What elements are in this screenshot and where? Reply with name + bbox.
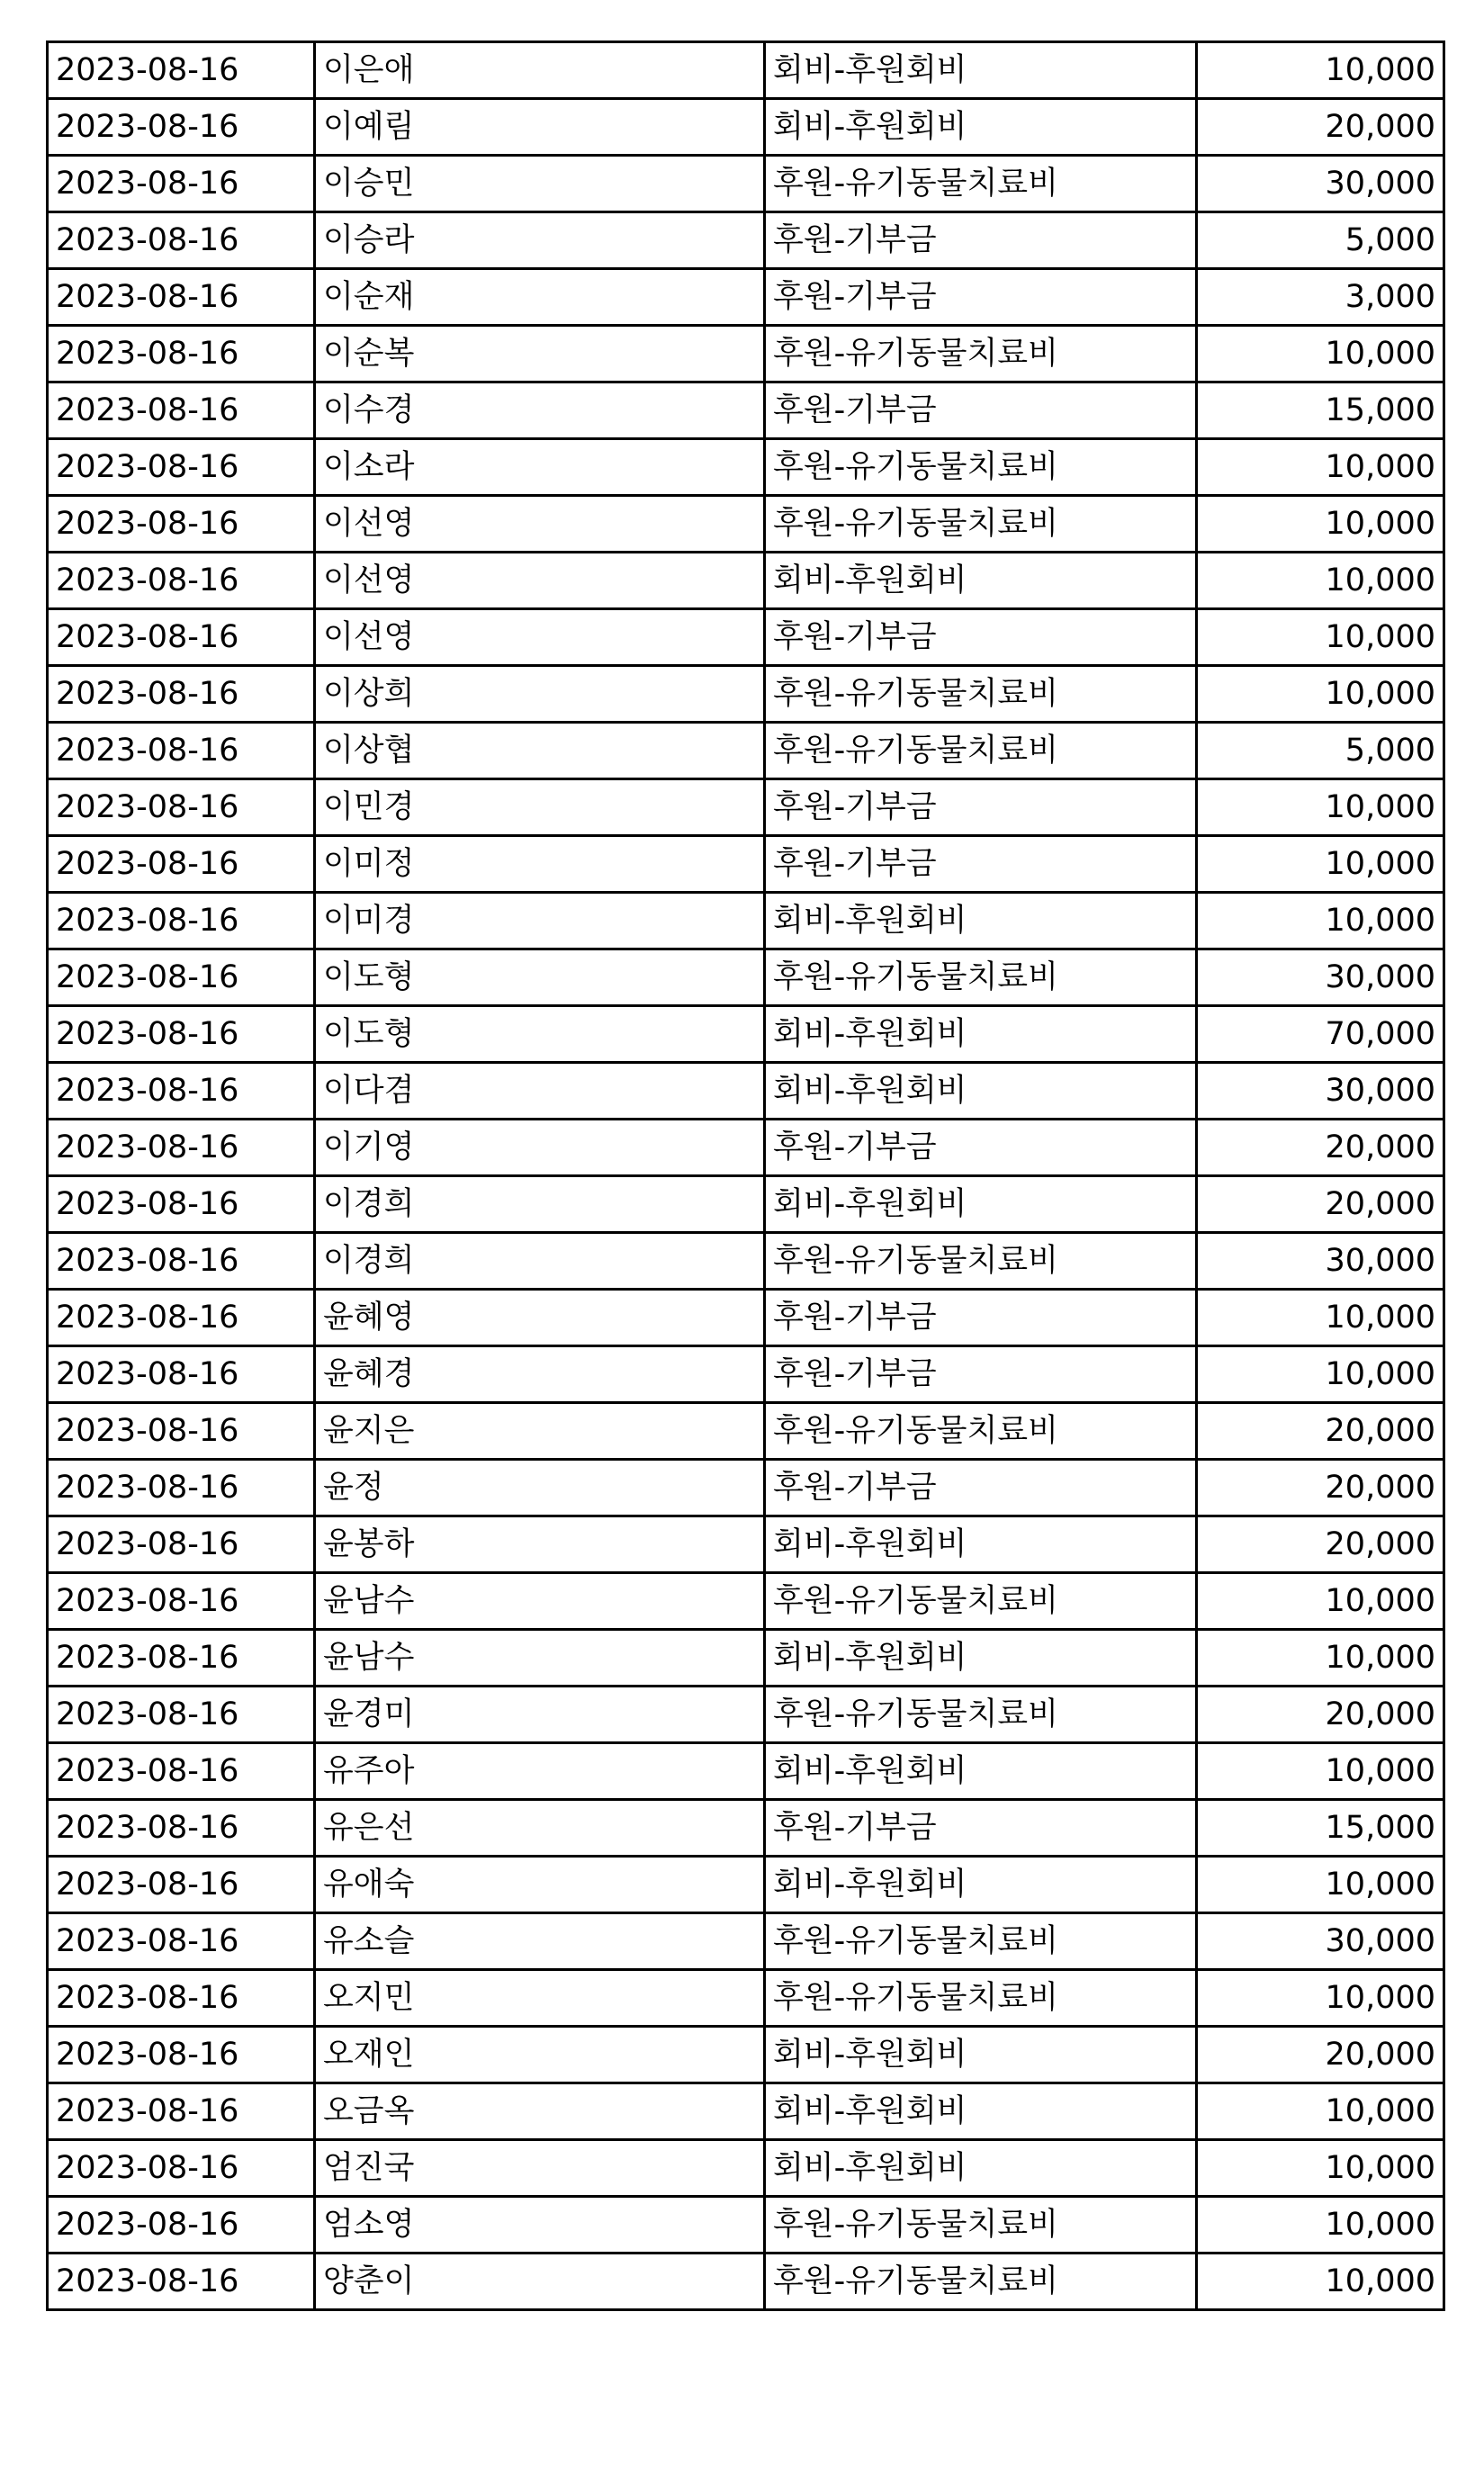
category-cell: 후원-유기동물치료비 bbox=[765, 723, 1197, 779]
table-row bbox=[48, 42, 1444, 99]
amount-cell: 10,000 bbox=[1197, 1857, 1444, 1913]
date-cell: 2023-08-16 bbox=[48, 1120, 315, 1176]
date-cell: 2023-08-16 bbox=[48, 2083, 315, 2140]
amount-cell: 5,000 bbox=[1197, 212, 1444, 269]
date-cell: 2023-08-16 bbox=[48, 2027, 315, 2083]
table-row bbox=[48, 2197, 1444, 2254]
amount-cell: 20,000 bbox=[1197, 99, 1444, 156]
table-row bbox=[48, 723, 1444, 779]
category-cell: 후원-유기동물치료비 bbox=[765, 1970, 1197, 2027]
amount-cell: 10,000 bbox=[1197, 496, 1444, 553]
name-cell: 이도형 bbox=[315, 949, 765, 1006]
category-cell: 후원-유기동물치료비 bbox=[765, 496, 1197, 553]
amount-cell: 20,000 bbox=[1197, 1120, 1444, 1176]
category-cell: 후원-유기동물치료비 bbox=[765, 666, 1197, 723]
category-cell: 회비-후원회비 bbox=[765, 893, 1197, 949]
table-row bbox=[48, 1516, 1444, 1573]
date-cell: 2023-08-16 bbox=[48, 42, 315, 99]
amount-cell: 20,000 bbox=[1197, 1516, 1444, 1573]
name-cell: 이순복 bbox=[315, 326, 765, 382]
date-cell: 2023-08-16 bbox=[48, 1403, 315, 1460]
date-cell: 2023-08-16 bbox=[48, 1346, 315, 1403]
name-cell: 이상희 bbox=[315, 666, 765, 723]
amount-cell: 10,000 bbox=[1197, 439, 1444, 496]
name-cell: 오금옥 bbox=[315, 2083, 765, 2140]
name-cell: 이경희 bbox=[315, 1233, 765, 1290]
amount-cell: 10,000 bbox=[1197, 2083, 1444, 2140]
category-cell: 후원-기부금 bbox=[765, 836, 1197, 893]
date-cell: 2023-08-16 bbox=[48, 949, 315, 1006]
table-row bbox=[48, 1460, 1444, 1516]
table-row bbox=[48, 1290, 1444, 1346]
name-cell: 엄진국 bbox=[315, 2140, 765, 2197]
name-cell: 엄소영 bbox=[315, 2197, 765, 2254]
category-cell: 회비-후원회비 bbox=[765, 1630, 1197, 1687]
amount-cell: 10,000 bbox=[1197, 42, 1444, 99]
name-cell: 이소라 bbox=[315, 439, 765, 496]
table-row bbox=[48, 269, 1444, 326]
amount-cell: 5,000 bbox=[1197, 723, 1444, 779]
amount-cell: 15,000 bbox=[1197, 1800, 1444, 1857]
amount-cell: 20,000 bbox=[1197, 1176, 1444, 1233]
amount-cell: 20,000 bbox=[1197, 2027, 1444, 2083]
table-row bbox=[48, 1913, 1444, 1970]
name-cell: 윤봉하 bbox=[315, 1516, 765, 1573]
category-cell: 후원-기부금 bbox=[765, 382, 1197, 439]
amount-cell: 30,000 bbox=[1197, 1063, 1444, 1120]
name-cell: 이예림 bbox=[315, 99, 765, 156]
date-cell: 2023-08-16 bbox=[48, 666, 315, 723]
name-cell: 윤남수 bbox=[315, 1573, 765, 1630]
amount-cell: 10,000 bbox=[1197, 609, 1444, 666]
category-cell: 후원-기부금 bbox=[765, 609, 1197, 666]
amount-cell: 10,000 bbox=[1197, 1630, 1444, 1687]
name-cell: 이수경 bbox=[315, 382, 765, 439]
category-cell: 후원-기부금 bbox=[765, 779, 1197, 836]
date-cell: 2023-08-16 bbox=[48, 1006, 315, 1063]
category-cell: 회비-후원회비 bbox=[765, 99, 1197, 156]
amount-cell: 70,000 bbox=[1197, 1006, 1444, 1063]
amount-cell: 20,000 bbox=[1197, 1460, 1444, 1516]
name-cell: 이다겸 bbox=[315, 1063, 765, 1120]
name-cell: 유은선 bbox=[315, 1800, 765, 1857]
name-cell: 양춘이 bbox=[315, 2254, 765, 2310]
amount-cell: 10,000 bbox=[1197, 666, 1444, 723]
amount-cell: 10,000 bbox=[1197, 893, 1444, 949]
table-row bbox=[48, 99, 1444, 156]
name-cell: 윤혜경 bbox=[315, 1346, 765, 1403]
name-cell: 유주아 bbox=[315, 1743, 765, 1800]
amount-cell: 3,000 bbox=[1197, 269, 1444, 326]
amount-cell: 10,000 bbox=[1197, 1970, 1444, 2027]
date-cell: 2023-08-16 bbox=[48, 723, 315, 779]
table-row bbox=[48, 666, 1444, 723]
date-cell: 2023-08-16 bbox=[48, 156, 315, 212]
category-cell: 회비-후원회비 bbox=[765, 1743, 1197, 1800]
date-cell: 2023-08-16 bbox=[48, 1573, 315, 1630]
date-cell: 2023-08-16 bbox=[48, 439, 315, 496]
category-cell: 회비-후원회비 bbox=[765, 1006, 1197, 1063]
date-cell: 2023-08-16 bbox=[48, 836, 315, 893]
table-row bbox=[48, 382, 1444, 439]
amount-cell: 10,000 bbox=[1197, 1573, 1444, 1630]
category-cell: 후원-유기동물치료비 bbox=[765, 1913, 1197, 1970]
category-cell: 회비-후원회비 bbox=[765, 1857, 1197, 1913]
category-cell: 후원-기부금 bbox=[765, 1800, 1197, 1857]
table-row bbox=[48, 1687, 1444, 1743]
date-cell: 2023-08-16 bbox=[48, 1063, 315, 1120]
name-cell: 이미정 bbox=[315, 836, 765, 893]
name-cell: 이미경 bbox=[315, 893, 765, 949]
date-cell: 2023-08-16 bbox=[48, 1460, 315, 1516]
amount-cell: 10,000 bbox=[1197, 1290, 1444, 1346]
amount-cell: 10,000 bbox=[1197, 1743, 1444, 1800]
name-cell: 이선영 bbox=[315, 496, 765, 553]
category-cell: 회비-후원회비 bbox=[765, 2027, 1197, 2083]
name-cell: 이은애 bbox=[315, 42, 765, 99]
category-cell: 후원-기부금 bbox=[765, 1120, 1197, 1176]
table-row bbox=[48, 609, 1444, 666]
name-cell: 이민경 bbox=[315, 779, 765, 836]
category-cell: 후원-유기동물치료비 bbox=[765, 1233, 1197, 1290]
category-cell: 회비-후원회비 bbox=[765, 1516, 1197, 1573]
amount-cell: 10,000 bbox=[1197, 2140, 1444, 2197]
date-cell: 2023-08-16 bbox=[48, 2197, 315, 2254]
name-cell: 윤경미 bbox=[315, 1687, 765, 1743]
name-cell: 이승라 bbox=[315, 212, 765, 269]
table-row bbox=[48, 2027, 1444, 2083]
date-cell: 2023-08-16 bbox=[48, 1913, 315, 1970]
table-row bbox=[48, 1063, 1444, 1120]
category-cell: 후원-기부금 bbox=[765, 1460, 1197, 1516]
table-row bbox=[48, 2140, 1444, 2197]
name-cell: 유소슬 bbox=[315, 1913, 765, 1970]
amount-cell: 10,000 bbox=[1197, 2254, 1444, 2310]
date-cell: 2023-08-16 bbox=[48, 1687, 315, 1743]
date-cell: 2023-08-16 bbox=[48, 893, 315, 949]
category-cell: 회비-후원회비 bbox=[765, 553, 1197, 609]
name-cell: 윤혜영 bbox=[315, 1290, 765, 1346]
table-row bbox=[48, 156, 1444, 212]
table-row bbox=[48, 1346, 1444, 1403]
category-cell: 회비-후원회비 bbox=[765, 2083, 1197, 2140]
date-cell: 2023-08-16 bbox=[48, 1743, 315, 1800]
name-cell: 이선영 bbox=[315, 609, 765, 666]
category-cell: 후원-유기동물치료비 bbox=[765, 326, 1197, 382]
table-row bbox=[48, 326, 1444, 382]
category-cell: 회비-후원회비 bbox=[765, 42, 1197, 99]
table-row bbox=[48, 893, 1444, 949]
category-cell: 후원-유기동물치료비 bbox=[765, 949, 1197, 1006]
amount-cell: 10,000 bbox=[1197, 779, 1444, 836]
date-cell: 2023-08-16 bbox=[48, 609, 315, 666]
amount-cell: 10,000 bbox=[1197, 2197, 1444, 2254]
name-cell: 이기영 bbox=[315, 1120, 765, 1176]
date-cell: 2023-08-16 bbox=[48, 382, 315, 439]
table-row bbox=[48, 1176, 1444, 1233]
date-cell: 2023-08-16 bbox=[48, 212, 315, 269]
amount-cell: 30,000 bbox=[1197, 1913, 1444, 1970]
table-row bbox=[48, 1970, 1444, 2027]
table-row bbox=[48, 1120, 1444, 1176]
table-row bbox=[48, 949, 1444, 1006]
date-cell: 2023-08-16 bbox=[48, 1176, 315, 1233]
amount-cell: 30,000 bbox=[1197, 1233, 1444, 1290]
date-cell: 2023-08-16 bbox=[48, 326, 315, 382]
date-cell: 2023-08-16 bbox=[48, 1630, 315, 1687]
date-cell: 2023-08-16 bbox=[48, 1970, 315, 2027]
category-cell: 후원-유기동물치료비 bbox=[765, 1403, 1197, 1460]
name-cell: 이선영 bbox=[315, 553, 765, 609]
name-cell: 윤남수 bbox=[315, 1630, 765, 1687]
name-cell: 이순재 bbox=[315, 269, 765, 326]
table-row bbox=[48, 1630, 1444, 1687]
date-cell: 2023-08-16 bbox=[48, 1516, 315, 1573]
name-cell: 이경희 bbox=[315, 1176, 765, 1233]
table-row bbox=[48, 2254, 1444, 2310]
amount-cell: 30,000 bbox=[1197, 949, 1444, 1006]
date-cell: 2023-08-16 bbox=[48, 1233, 315, 1290]
table-row bbox=[48, 1800, 1444, 1857]
category-cell: 후원-유기동물치료비 bbox=[765, 1573, 1197, 1630]
date-cell: 2023-08-16 bbox=[48, 779, 315, 836]
category-cell: 회비-후원회비 bbox=[765, 1176, 1197, 1233]
name-cell: 오지민 bbox=[315, 1970, 765, 2027]
date-cell: 2023-08-16 bbox=[48, 99, 315, 156]
table-row bbox=[48, 1857, 1444, 1913]
category-cell: 후원-기부금 bbox=[765, 212, 1197, 269]
amount-cell: 20,000 bbox=[1197, 1687, 1444, 1743]
date-cell: 2023-08-16 bbox=[48, 496, 315, 553]
name-cell: 윤정 bbox=[315, 1460, 765, 1516]
table-row bbox=[48, 553, 1444, 609]
table-row bbox=[48, 496, 1444, 553]
date-cell: 2023-08-16 bbox=[48, 269, 315, 326]
date-cell: 2023-08-16 bbox=[48, 2254, 315, 2310]
category-cell: 후원-유기동물치료비 bbox=[765, 439, 1197, 496]
table-row bbox=[48, 1403, 1444, 1460]
amount-cell: 10,000 bbox=[1197, 836, 1444, 893]
category-cell: 후원-기부금 bbox=[765, 269, 1197, 326]
date-cell: 2023-08-16 bbox=[48, 1800, 315, 1857]
name-cell: 유애숙 bbox=[315, 1857, 765, 1913]
amount-cell: 10,000 bbox=[1197, 326, 1444, 382]
category-cell: 후원-유기동물치료비 bbox=[765, 2254, 1197, 2310]
category-cell: 후원-유기동물치료비 bbox=[765, 156, 1197, 212]
table-row bbox=[48, 2083, 1444, 2140]
table-row bbox=[48, 1573, 1444, 1630]
table-row bbox=[48, 836, 1444, 893]
table-row bbox=[48, 1743, 1444, 1800]
name-cell: 이상협 bbox=[315, 723, 765, 779]
date-cell: 2023-08-16 bbox=[48, 1857, 315, 1913]
amount-cell: 30,000 bbox=[1197, 156, 1444, 212]
table-row bbox=[48, 1233, 1444, 1290]
category-cell: 후원-기부금 bbox=[765, 1290, 1197, 1346]
amount-cell: 15,000 bbox=[1197, 382, 1444, 439]
table-row bbox=[48, 1006, 1444, 1063]
name-cell: 윤지은 bbox=[315, 1403, 765, 1460]
category-cell: 회비-후원회비 bbox=[765, 1063, 1197, 1120]
amount-cell: 10,000 bbox=[1197, 553, 1444, 609]
ledger-body bbox=[48, 42, 1444, 2310]
table-row bbox=[48, 779, 1444, 836]
category-cell: 회비-후원회비 bbox=[765, 2140, 1197, 2197]
name-cell: 이승민 bbox=[315, 156, 765, 212]
date-cell: 2023-08-16 bbox=[48, 2140, 315, 2197]
amount-cell: 10,000 bbox=[1197, 1346, 1444, 1403]
amount-cell: 20,000 bbox=[1197, 1403, 1444, 1460]
name-cell: 이도형 bbox=[315, 1006, 765, 1063]
table-row bbox=[48, 212, 1444, 269]
category-cell: 후원-유기동물치료비 bbox=[765, 2197, 1197, 2254]
name-cell: 오재인 bbox=[315, 2027, 765, 2083]
table-row bbox=[48, 439, 1444, 496]
date-cell: 2023-08-16 bbox=[48, 553, 315, 609]
category-cell: 후원-기부금 bbox=[765, 1346, 1197, 1403]
category-cell: 후원-유기동물치료비 bbox=[765, 1687, 1197, 1743]
donation-ledger-table bbox=[46, 40, 1445, 2311]
date-cell: 2023-08-16 bbox=[48, 1290, 315, 1346]
